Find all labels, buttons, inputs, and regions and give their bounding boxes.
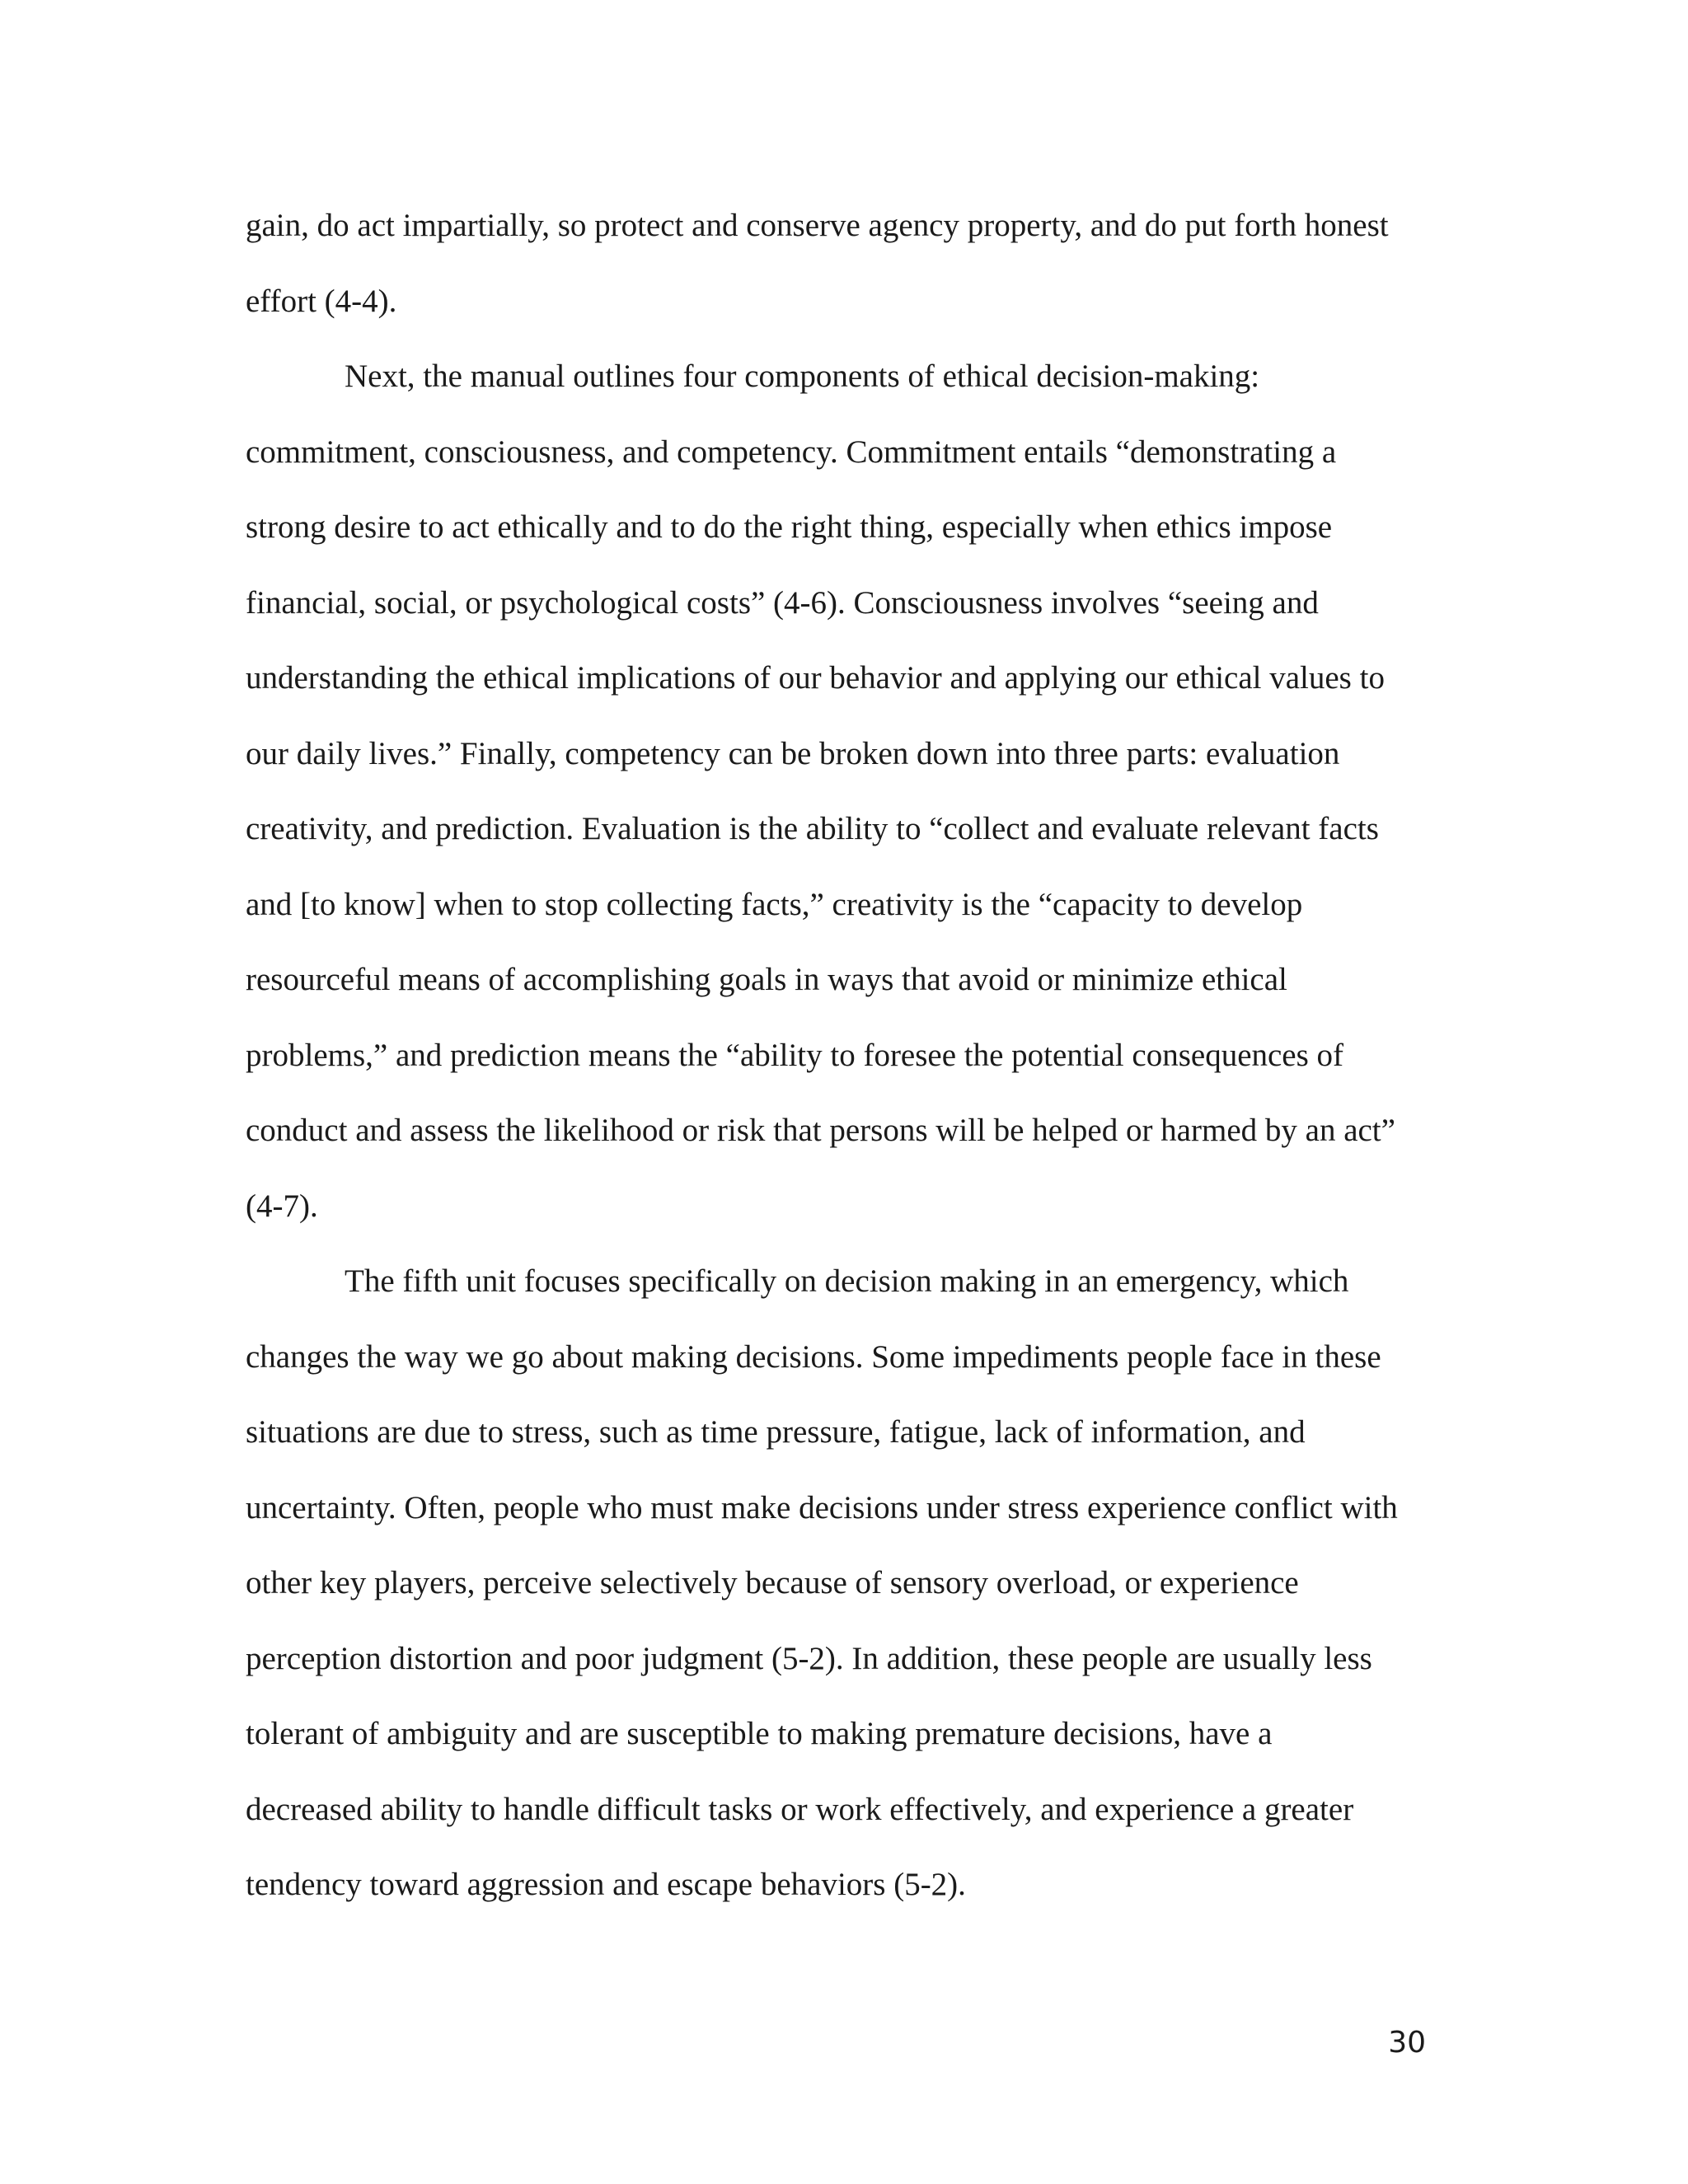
page-number: 30 bbox=[1388, 2026, 1426, 2060]
text-line: problems,” and prediction means the “ability to foresee the potential consequences of bbox=[246, 1037, 1344, 1073]
text-line: and [to know] when to stop collecting facts,” creativity is the “capacity to develop bbox=[246, 886, 1303, 922]
text-line: uncertainty. Often, people who must make decisions under stress experience conflict with bbox=[246, 1489, 1398, 1526]
text-line: effort (4-4). bbox=[246, 283, 397, 319]
paragraph-start-line: The fifth unit focuses specifically on decision making in an emergency, which bbox=[345, 1263, 1349, 1299]
text-line: resourceful means of accomplishing goals in ways that avoid or minimize ethical bbox=[246, 962, 1287, 997]
text-line: decreased ability to handle difficult tasks or work effectively, and experience a greater bbox=[246, 1791, 1354, 1827]
text-line: our daily lives.” Finally, competency can be broken down into three parts: evaluation bbox=[246, 735, 1340, 771]
text-line: changes the way we go about making decisions. Some impediments people face in these bbox=[246, 1338, 1381, 1375]
text-line: (4-7). bbox=[246, 1188, 318, 1224]
text-line: commitment, consciousness, and competency. Commitment entails “demonstrating a bbox=[246, 434, 1337, 470]
text-line: creativity, and prediction. Evaluation is the ability to “collect and evaluate relevant facts bbox=[246, 811, 1379, 846]
text-line: conduct and assess the likelihood or risk that persons will be helped or harmed by an act” bbox=[246, 1113, 1395, 1148]
text-line: understanding the ethical implications of our behavior and applying our ethical values to bbox=[246, 660, 1385, 696]
text-line: tendency toward aggression and escape behaviors (5-2). bbox=[246, 1867, 966, 1902]
text-line: strong desire to act ethically and to do the right thing, especially when ethics impose bbox=[246, 509, 1333, 545]
text-line: financial, social, or psychological costs” (4-6). Consciousness involves “seeing and bbox=[246, 584, 1319, 621]
body-text bbox=[246, 188, 1432, 1923]
text-line: gain, do act impartially, so protect and conserve agency property, and do put forth honest bbox=[246, 208, 1389, 243]
text-line: situations are due to stress, such as time pressure, fatigue, lack of information, and bbox=[246, 1414, 1306, 1450]
text-line: other key players, perceive selectively because of sensory overload, or experience bbox=[246, 1565, 1299, 1601]
paragraph-start-line: Next, the manual outlines four components of ethical decision-making: bbox=[345, 359, 1260, 394]
text-line: perception distortion and poor judgment (5-2). In addition, these people are usually less bbox=[246, 1640, 1372, 1676]
text-line: tolerant of ambiguity and are susceptible to making premature decisions, have a bbox=[246, 1716, 1273, 1751]
